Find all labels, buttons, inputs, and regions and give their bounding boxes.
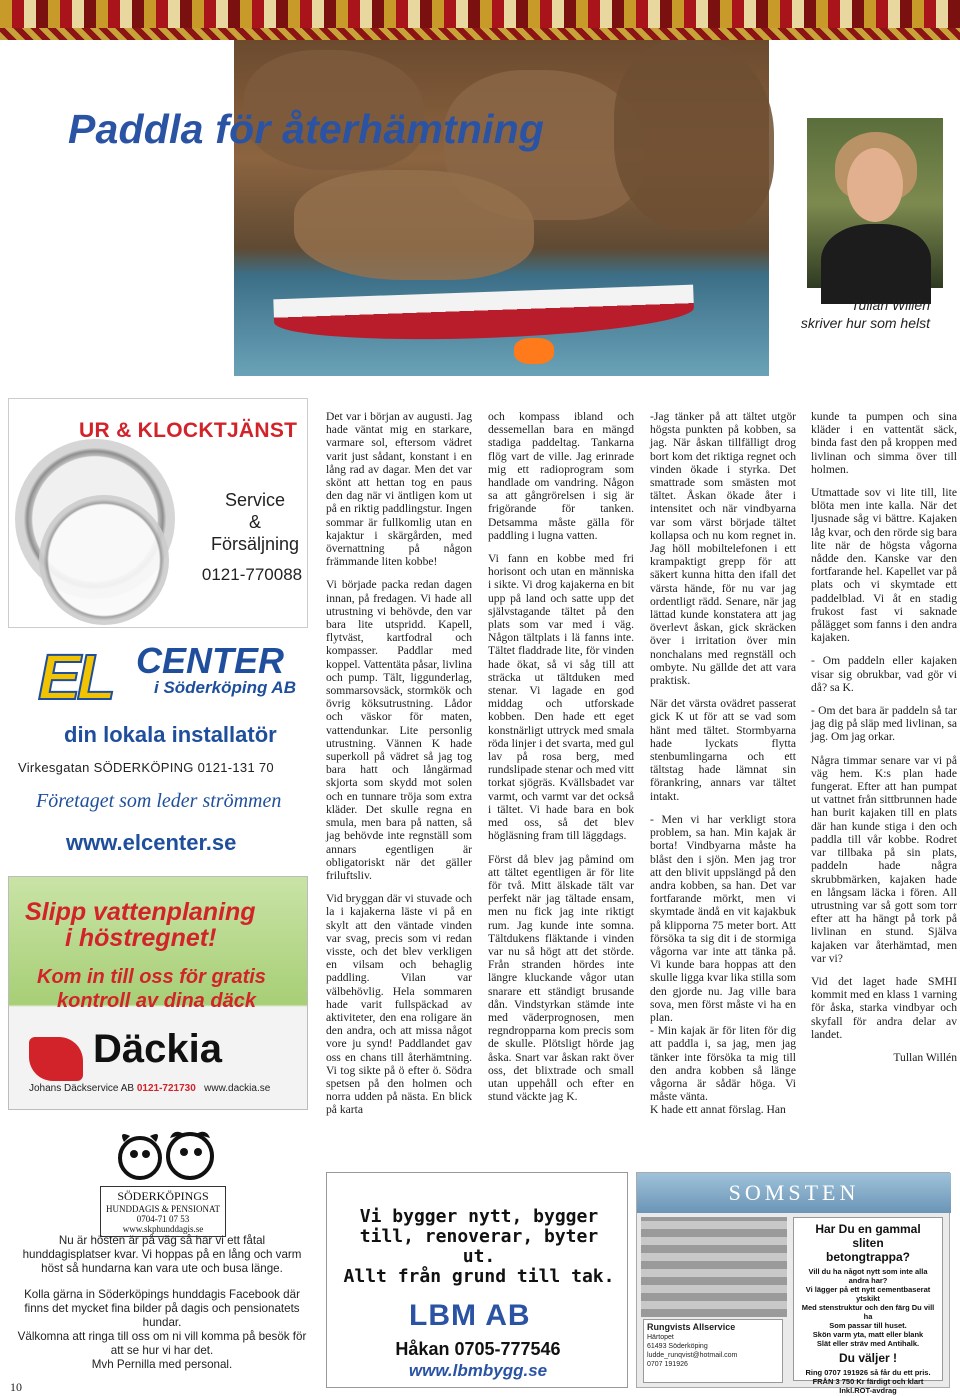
dogs-illustration (112, 1128, 222, 1184)
article-paragraph: - Om det bara är paddeln så tar jag dig på släp med livlinan, sa jag. Om jag orkar. (811, 704, 957, 744)
dackia-brand: Däckia (93, 1027, 222, 1071)
dackia-headline: Slipp vattenplaning i höstregnet! (25, 898, 256, 952)
dackia-contact: Johans Däckservice AB 0121-721730 www.dackia.se (29, 1083, 271, 1094)
lbm-contact: Håkan 0705-777546 (395, 1339, 561, 1359)
article-paragraph: - Om paddeln eller kajaken visar sig obrukbar, vad gör vi då? sa K. (811, 654, 957, 694)
author-portrait (807, 118, 943, 288)
kayak-photo (234, 40, 769, 376)
page-title: Paddla för återhämtning (68, 106, 545, 152)
ad-somsten (636, 1172, 950, 1395)
article-paragraph: Först då blev jag påmind om att tältet egentligen är för lite för två. Mitt älskade tält var perfekt när jag tältade ensam, men nu fick jag inte riktigt rum. Jag kunde inte somna. Tältdukens fläktande i vinden var nu så högt att det störde. Från stranden hördes inte längre kluckande vågor utan snarare ett ständigt brusande dån. Vindstyrkan stämde inte med väderprognosen, men regndropparna kom precis som de skulle. Plötsligt hörde jag åska. Snart var åskan rakt över oss, det blixtrade och small utan uppehåll och efter en stund väckte jag K. (488, 852, 634, 1104)
capsized-kayak (273, 285, 694, 346)
somsten-offer: Har Du en gammal sliten betongtrappa? Vill du ha något nytt som inte alla andra har? Vi lägger på ett nytt cementbaserat ytskikt Med stenstruktur och den färg Du vill ha Som passar till huset. Skön varm yta, matt eller blank Slät eller sträv med Antihalk. Du väljer ! Ring 0707 191926 så får du ett pris. FRÅN 3 750 Kr färdigt och klart Inkl.ROT-avdrag (793, 1217, 943, 1381)
elcenter-brand: CENTER (136, 640, 285, 681)
clock-icon (39, 495, 169, 625)
dackia-offer: Kom in till oss för gratis kontroll av dina däck (37, 966, 266, 1012)
hunddagis-website-link[interactable]: www.skphunddagis.se (122, 1224, 204, 1234)
elcenter-slogan: Företaget som leder strömmen (36, 790, 282, 812)
article-paragraph: - Men vi har verkligt stora problem, sa han. Min kajak är borta! Vindbyarna måste ha blåst den i sjön. Men jag tror att den blivit uppslängd på den andra kobben, sa han. Det var fortfarande mörkt, men vi skymtade ändå en vit kajakbuk på klipporna 75 meter bort. Att försöka ta sig dit i de stormiga vågorna var inte att tänka på. Vi kunde bara hoppas att den skulle ligga kvar lika stilla som den gjorde nu. Jag ville bara sova, men först måste vi ha en plan. (650, 812, 796, 1024)
lbm-logo: LBM AB (409, 1299, 531, 1332)
dackia-logo-icon (29, 1037, 83, 1081)
portrait-caption (790, 296, 930, 332)
somsten-question: Har Du en gammal sliten betongtrappa? (815, 1222, 921, 1264)
article-byline: Tullan Willén (893, 1050, 957, 1064)
somsten-business-card: Rungvists Allservice Härtopet 61493 Söderköping ludde_runqvist@hotmail.com 0707 191926 (643, 1319, 783, 1383)
article-paragraph: Vid det laget hade SMHI kommit med en klass 1 varning för åska, starka vindbyar och skyfall för andra delar av landet. (811, 974, 957, 1041)
caption-role: skriver hur som helst (800, 315, 930, 331)
elcenter-address: Virkesgatan SÖDERKÖPING 0121-131 70 (18, 760, 274, 775)
article-paragraph: Några timmar senare var vi på väg hem. K:s plan hade fungerat. Efter att han pumpat ut vattnet från sittbrunnen hade han burit kajaken till en plats där han kunde stiga i den och paddla till vår kobbe. Rodret var tillbaka på sin plats, paddeln hade några skrubbmärken, kajaken hade en långsam läcka i fören. All utrustning var så gott som torr efter att ha hängt på tork på livlinan en stund. Själva kajaken var återhämtad, men var vi? (811, 753, 957, 965)
article-column-1 (326, 410, 472, 1127)
elcenter-tagline: din lokala installatör (64, 722, 277, 747)
ad-phone: 0121-770088 (201, 565, 303, 584)
article-paragraph: -Jag tänker på att tältet utgör högsta punkten på kobben, sa jag. När åskan tillfälligt drog bort kom det riktiga regnet och vinden ökade i styrka. Det smattrade som smästen mot tältet. Åskan ökade åter i intensitet och när vindbyarna var som värst började tältet kollapsa och nu kom regnet in. Jag höll mobiltelefonen i ett krampaktigt grepp för att säkert kunna hitta den ifall det värsta hände, för nu var jag ordentligt rädd. Senare, när jag lättad kunde konstatera att jag överlevt åskan, gick skräcken över i irritation över min nonchalans med regnställ och ombyte. Nu gällde det att vara praktisk. (650, 410, 796, 688)
article-paragraph: K hade ett annat förslag. Han (650, 1103, 786, 1117)
caption-name: Tullan Willén (851, 297, 930, 313)
swimmer-life-vest (514, 338, 554, 364)
article-paragraph: Vi fann en kobbe med fri horisont och utan en människa i sikte. Vi drog kajakerna en bit upp på land och satte upp det självstagande tältet på den plats som var med i väg. Någon tältplats i lä fanns inte. Tältet fladdrade lite, för vinden hade ökat, så vi såg till att sträcka ut tältduken med stenar. Vi lagade en god middag och utforskade kobben. Den hade ett eget konstnärligt uttryck med smala röda linjer i det svarta, med gul lav på rosa berg, med rundslipade stenar och med vitt torkat sjögräs. Kvällsbadet var varmt, och varmt var det också i tältet. Vi hade bara en bok med oss, så det blev högläsning fram till läggdags. (488, 552, 634, 843)
ad-hunddagis (8, 1128, 308, 1390)
ad-lbm (326, 1172, 628, 1388)
ad-title: UR & KLOCKTJÄNST (79, 419, 298, 442)
lbm-headline: Vi bygger nytt, bygger till, renoverar, byter ut. Allt från grund till tak. (343, 1206, 615, 1287)
article-column-3 (650, 410, 796, 1127)
ad-services: Service & Försäljning (210, 490, 300, 554)
somsten-choice: Du väljer ! (838, 1351, 898, 1365)
article-paragraph: När det värsta ovädret passerat gick K ut för att se vad som hänt med tältet. Stormbyarna hade lyckats flytta stenbumlingarna och ett tältstag hade lämnat sin förankring, annars var tältet intakt. (650, 697, 796, 803)
somsten-banner: SOMSTEN (637, 1173, 951, 1213)
article-paragraph: Vi började packa redan dagen innan, på fredagen. Vi hade all utrustning vi behövde, den var bara lite utspridd. Kapell, flytväst, kartfodral och kompasser. Paddlar med koppel. Vattentäta påsar, livlina och pump. Tält, liggunderlag, sommarsovsäck, stormkök och övrig köksutrustning. Lådor och väskor för maten, vattendunkar. Lite personlig utrustning. Vännen K hade superkoll på vädret så jag tog bara hatt och långärmad skjorta som skydd mot solen och en tunnare tröja som extra kläder. Det skulle regna en smula, men bara på natten, så jag behövde inte regnställ som annars egentligen är obligatoriskt när det gäller friluftsliv. (326, 578, 472, 882)
hunddagis-logo: SÖDERKÖPINGS HUNDDAGIS & PENSIONAT 0704-71 07 53 www.skphunddagis.se (100, 1186, 226, 1237)
article-column-4 (811, 410, 957, 1064)
elcenter-logo: EL (38, 641, 112, 713)
ad-ur-klocktjanst (8, 398, 308, 628)
stairs-photo (641, 1217, 787, 1317)
page-number: 10 (10, 1380, 22, 1394)
ad-dackia (8, 876, 308, 1110)
elcenter-location: i Söderköping AB (154, 678, 296, 697)
article-paragraph: Utmattade sov vi lite till, lite blöta men inte kalla. När det ljusnade såg vi bättre. Kajaken låg kvar, och den rörde sig bara lite när de högsta vågorna nådde den. Kanske var den fortfarande hel. Kapellet var på plats och vi skymtade ett paddelblad. Vi åt en stadig frukost fast vi saknade pålägget som fanns i den andra kajaken. (811, 486, 958, 645)
decorative-top-band (0, 0, 960, 40)
article-paragraph: Vid bryggan där vi stuvade och la i kajakerna läste vi på en skylt att den väntade vinden var svag, precis som vi redan visste, och det blev verkligen en vilsam och behaglig paddling. Vilan var välbehövlig. Hela sommaren hade varit fullspäckad av aktiviteter, den ena roligare än den andra, och att missa något vore ju synd! Paddlandet gav oss en chans till återhämtning. Vi tog sikte på ö efter ö. Södra spetsen på den holmen och norra udden på nästa. En blick på karta (326, 892, 472, 1117)
hunddagis-text: Nu är hösten är på väg så har vi ett fåtal hunddagisplatser kvar. Vi hoppas på en lång och varm höst så hundarna kan vara ute och busa länge. Kolla gärna in Söderköpings hunddagis Facebook där finns det mycket fina bilder på dagis och pensionatets hundar. Välkomna att ringa till oss om ni vill komma på besök för att se hur vi har det. Mvh Pernilla med personal. (17, 1234, 307, 1371)
elcenter-website-link[interactable]: www.elcenter.se (66, 830, 237, 855)
lbm-website-link[interactable]: www.lbmbygg.se (408, 1361, 548, 1380)
dackia-website-link[interactable]: www.dackia.se (204, 1083, 271, 1094)
ad-elcenter (8, 628, 308, 874)
article-paragraph: kunde ta pumpen och sina kläder i en vattentät säck, binda fast den på kroppen med livlinan och simma över till holmen. (811, 410, 957, 476)
article-column-2 (488, 410, 634, 1113)
article-paragraph: och kompass ibland och dessemellan bara en mängd stadiga paddeltag. Tankarna flög vart de ville. Jag erinrade mig ett radioprogram som handlade om vandring. Någon sa att gångrörelsen i sig är frigörande för tanken. Detsamma måste gälla för paddling i lugna vatten. (488, 410, 634, 542)
article-paragraph: Det var i början av augusti. Jag hade väntat mig en starkare, varmare sol, eftersom vädret varit just sådant, konstant i en lång rad av dagar. Men det var skönt att hettan tog en paus den dag när vi äntligen kom ut på en riktig paddlingstur. Ingen sommar är fullkomlig utan en kajaktur i skärgården, med övernattning på någon främmande liten kobbe! (326, 410, 472, 569)
article-paragraph: - Min kajak är för liten för dig att paddla i, sa jag, men jag tänker inte försöka ta mig till den andra kobben så länge vågorna är sådär höga. Vi måste vänta. (650, 1024, 796, 1104)
